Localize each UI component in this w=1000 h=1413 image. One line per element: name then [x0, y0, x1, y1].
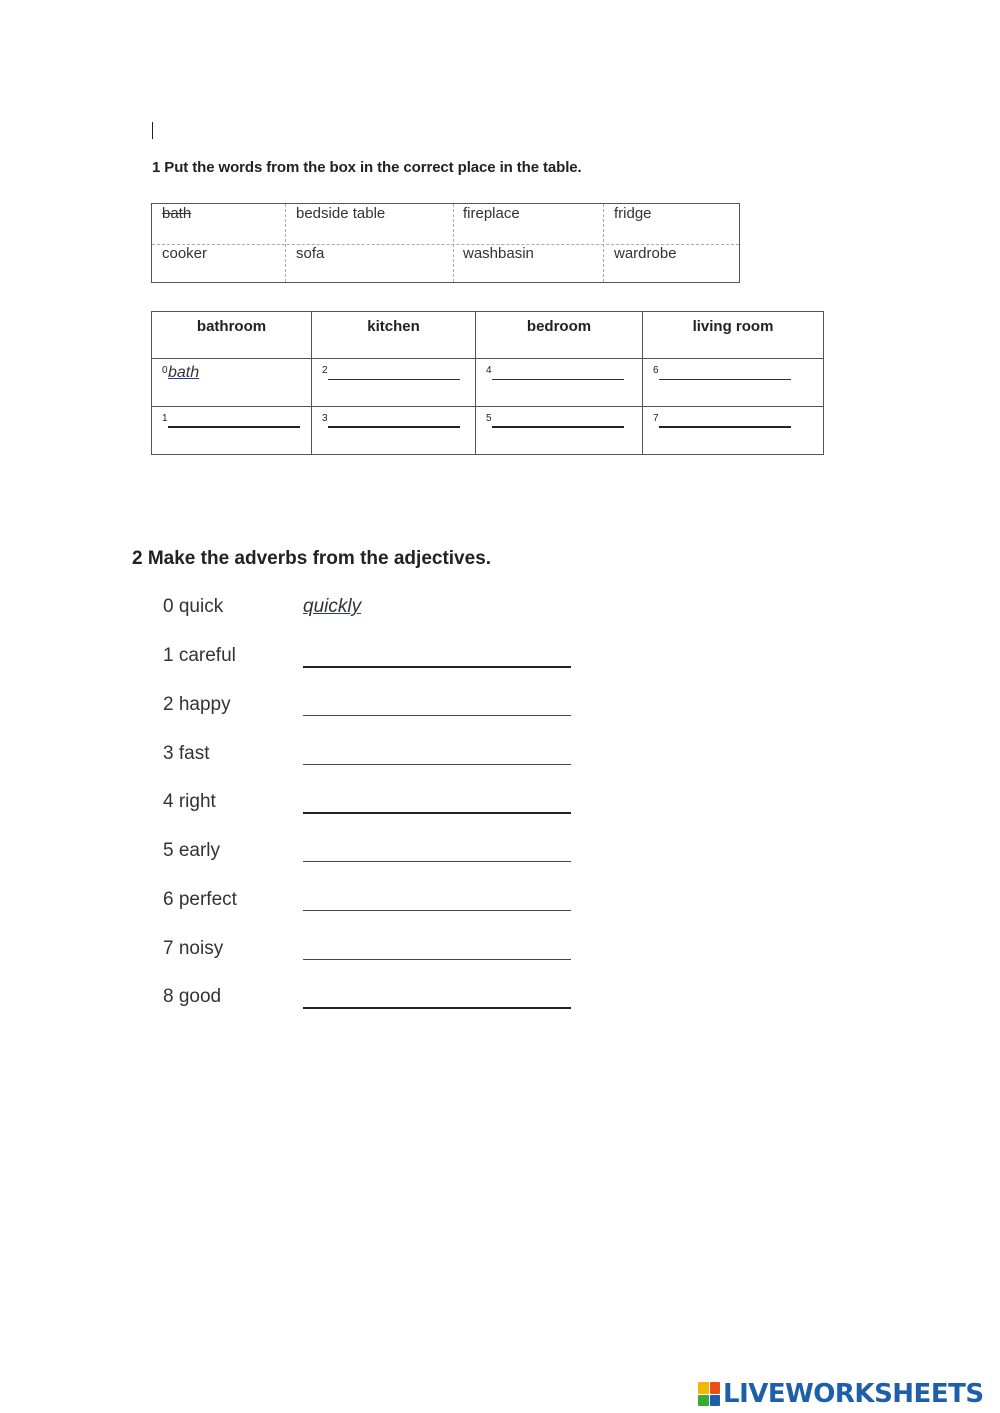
word-box-item: sofa — [296, 245, 325, 262]
item-number: 7 — [653, 413, 659, 424]
table-cell — [476, 407, 643, 455]
word-box-item: bath — [162, 205, 192, 222]
example-answer: quickly — [303, 596, 362, 617]
answer-blank[interactable] — [492, 426, 624, 428]
table-cell — [312, 359, 476, 407]
answer-blank[interactable] — [303, 812, 571, 814]
answer-blank[interactable] — [659, 379, 791, 380]
answer-blank[interactable] — [303, 959, 571, 960]
liveworksheets-logo — [698, 1379, 984, 1409]
adjective: 3 fast — [163, 743, 210, 764]
text-cursor — [152, 122, 153, 139]
adjective: 4 right — [163, 791, 216, 812]
adjective: 0 quick — [163, 596, 224, 617]
adjective: 6 perfect — [163, 889, 237, 910]
item-number: 5 — [486, 413, 492, 424]
word-box-item: fridge — [614, 205, 652, 222]
table-cell — [312, 407, 476, 455]
header-bathroom: bathroom — [152, 312, 312, 359]
exercise1-title: 1 Put the words from the box in the correct place in the table. — [152, 159, 582, 176]
adjective: 5 early — [163, 840, 221, 861]
word-box-item: bedside table — [296, 205, 386, 222]
answer-blank[interactable] — [303, 861, 571, 862]
item-number: 3 — [322, 413, 328, 424]
answer-blank[interactable] — [303, 910, 571, 911]
word-box — [151, 203, 740, 283]
header-bedroom: bedroom — [476, 312, 643, 359]
item-number: 2 — [322, 365, 328, 376]
table-cell — [152, 359, 312, 407]
item-number: 6 — [653, 365, 659, 376]
word-box-item: wardrobe — [614, 245, 677, 262]
room-table — [151, 311, 824, 455]
word-box-divider — [453, 204, 454, 282]
exercise2-title: 2 Make the adverbs from the adjectives. — [132, 548, 492, 569]
adjective: 1 careful — [163, 645, 236, 666]
word-box-divider — [603, 204, 604, 282]
answer-blank[interactable] — [168, 426, 300, 428]
example-answer: bath — [168, 364, 200, 381]
word-box-divider — [285, 204, 286, 282]
answer-blank[interactable] — [492, 379, 624, 380]
table-cell — [476, 359, 643, 407]
adjective: 8 good — [163, 986, 222, 1007]
header-living-room: living room — [643, 312, 824, 359]
word-box-item: cooker — [162, 245, 208, 262]
table-cell — [643, 359, 824, 407]
adjective: 2 happy — [163, 694, 231, 715]
answer-blank[interactable] — [303, 666, 571, 668]
answer-blank[interactable] — [303, 715, 571, 716]
item-number: 0 — [162, 365, 168, 376]
answer-blank[interactable] — [328, 426, 460, 428]
liveworksheets-logo-icon — [698, 1382, 720, 1406]
logo-text: LIVEWORKSHEETS — [723, 1379, 984, 1409]
answer-blank[interactable] — [659, 426, 791, 428]
word-box-item: fireplace — [463, 205, 520, 222]
item-number: 1 — [162, 413, 168, 424]
table-cell — [643, 407, 824, 455]
table-cell — [152, 407, 312, 455]
word-box-item: washbasin — [463, 245, 534, 262]
item-number: 4 — [486, 365, 492, 376]
answer-blank[interactable] — [303, 764, 571, 765]
answer-blank[interactable] — [328, 379, 460, 380]
adjective: 7 noisy — [163, 938, 224, 959]
answer-blank[interactable] — [303, 1007, 571, 1009]
header-kitchen: kitchen — [312, 312, 476, 359]
